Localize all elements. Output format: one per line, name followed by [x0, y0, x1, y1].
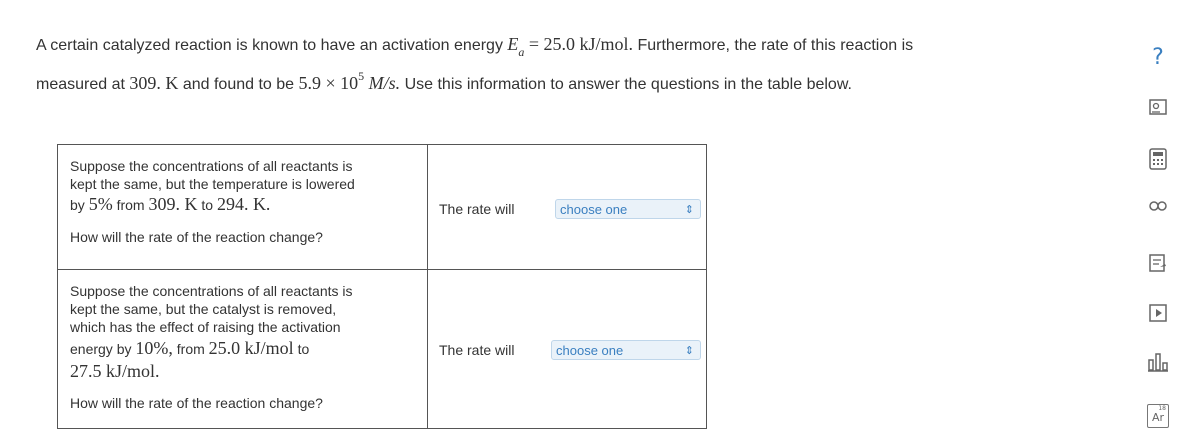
intro-text: A certain catalyzed reaction is known to have an activation energy: [36, 37, 503, 54]
question-line: kept the same, but the temperature is lowered: [70, 176, 355, 192]
rate-label: The rate will: [439, 201, 515, 217]
explanation-icon[interactable]: [1138, 97, 1178, 121]
video-icon[interactable]: [1138, 304, 1178, 326]
percent-value: 5%: [88, 194, 113, 214]
infinity-icon[interactable]: [1138, 200, 1178, 216]
intro-text-2: measured at: [36, 76, 125, 93]
question-cell: [58, 270, 428, 429]
answer-cell: [428, 270, 707, 429]
intro-mid: and found to be: [182, 76, 295, 93]
to-value: 294. K.: [216, 194, 271, 214]
question-line: [70, 339, 415, 358]
table-row: [58, 270, 707, 429]
question-table: [57, 144, 707, 429]
ea-symbol: E: [507, 34, 519, 54]
from-word: from: [176, 341, 205, 357]
calculator-icon[interactable]: [1138, 148, 1178, 174]
ea-subscript: a: [518, 45, 525, 59]
answer-cell: [428, 145, 707, 270]
from-value: 25.0 kJ/mol: [208, 338, 294, 358]
to-word: to: [297, 341, 310, 357]
rate-label: The rate will: [439, 342, 515, 358]
question-line: kept the same, but the catalyst is removed,: [70, 301, 337, 317]
energy-prefix: energy by: [70, 341, 132, 357]
to-word: to: [201, 197, 214, 213]
from-word: from: [116, 197, 145, 213]
chevron-updown-icon: ⇕: [684, 204, 694, 216]
rate-exponent: 5: [358, 69, 365, 83]
intro-tail-2: Use this information to answer the questions in the table below.: [404, 76, 852, 93]
ea-value: = 25.0 kJ/mol.: [528, 34, 634, 54]
rate-value: 5.9 × 10: [298, 73, 359, 93]
temperature-value: 309. K: [129, 73, 179, 93]
rate-select[interactable]: [551, 340, 701, 360]
help-icon[interactable]: ?: [1152, 45, 1164, 70]
periodic-table-icon[interactable]: [1138, 404, 1178, 428]
notes-icon[interactable]: [1138, 253, 1178, 277]
intro-line-2: [36, 69, 852, 94]
question-line: [70, 195, 415, 214]
question-line: Suppose the concentrations of all reactants is: [70, 158, 353, 174]
element-number: 18: [1158, 405, 1166, 412]
how-question: How will the rate of the reaction change?: [70, 229, 323, 245]
question-line: which has the effect of raising the activation: [70, 319, 341, 335]
element-symbol: Ar: [1151, 411, 1165, 424]
select-value: choose one: [560, 202, 628, 217]
bar-chart-icon[interactable]: [1138, 352, 1178, 376]
select-value: choose one: [556, 343, 624, 358]
from-value: 309. K: [148, 194, 198, 214]
table-row: [58, 145, 707, 270]
percent-value: 10%,: [135, 338, 173, 358]
chevron-updown-icon: ⇕: [684, 345, 694, 357]
question-cell: [58, 145, 428, 270]
question-line: Suppose the concentrations of all reactants is: [70, 283, 353, 299]
to-value: 27.5 kJ/mol.: [70, 361, 160, 381]
intro-tail: Furthermore, the rate of this reaction is: [637, 37, 914, 54]
rate-unit: M/s.: [368, 73, 401, 93]
intro-line-1: [36, 34, 914, 59]
by-prefix: by: [70, 197, 85, 213]
rate-select[interactable]: [555, 199, 701, 219]
how-question: How will the rate of the reaction change?: [70, 395, 323, 411]
